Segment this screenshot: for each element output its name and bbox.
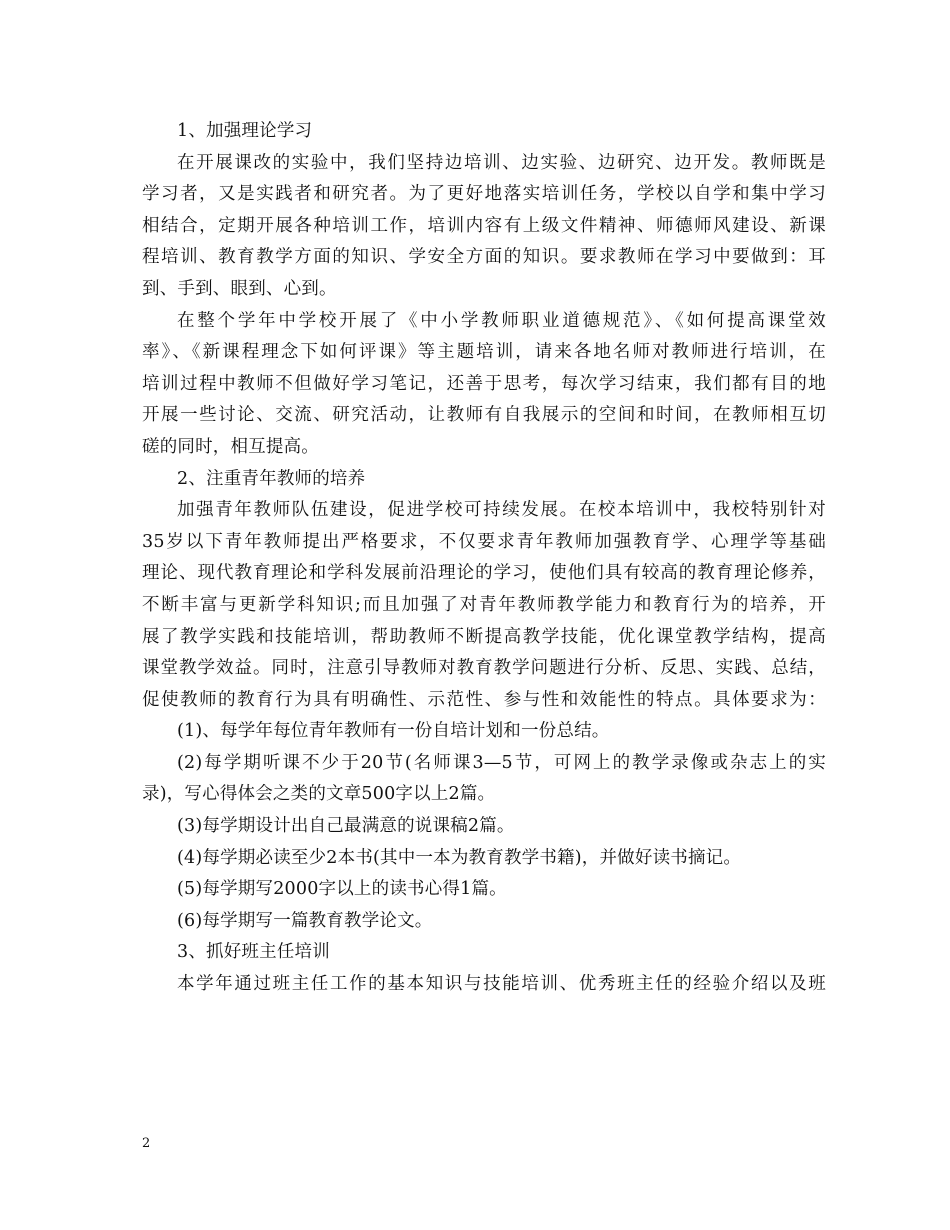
text-line: 35岁以下青年教师提出严格要求，不仅要求青年教师加强教育学、心理学等基础 [142,531,826,552]
text-line: 促使教师的教育行为具有明确性、示范性、参与性和效能性的特点。具体要求为： [142,689,826,710]
text-line: 课堂教学效益。同时，注意引导教师对教育教学问题进行分析、反思、实践、总结， [142,658,826,679]
text-line: 磋的同时，相互提高。 [142,436,319,457]
text-line: 录)，写心得体会之类的文章500字以上2篇。 [142,784,496,805]
text-line: (5)每学期写2000字以上的读书心得1篇。 [177,879,507,900]
text-line: 本学年通过班主任工作的基本知识与技能培训、优秀班主任的经验介绍以及班 [177,974,826,995]
text-line: (3)每学期设计出自己最满意的说课稿2篇。 [177,816,515,837]
text-line: (4)每学期必读至少2本书(其中一本为教育教学书籍)，并做好读书摘记。 [177,847,742,868]
text-line: 程培训、教育教学方面的知识、学安全方面的知识。要求教师在学习中要做到：耳 [142,247,826,268]
text-line: 理论、现代教育理论和学科发展前沿理论的学习，使他们具有较高的教育理论修养， [142,563,826,584]
text-line: 在开展课改的实验中，我们坚持边培训、边实验、边研究、边开发。教师既是 [177,152,826,173]
text-line: 相结合，定期开展各种培训工作，培训内容有上级文件精神、师德师风建设、新课 [142,215,826,236]
page-number: 2 [142,1136,151,1151]
text-line: (6)每学期写一篇教育教学论文。 [177,910,433,931]
text-line: 学习者，又是实践者和研究者。为了更好地落实培训任务，学校以自学和集中学习 [142,184,826,205]
text-line: 率》、《新课程理念下如何评课》等主题培训，请来各地名师对教师进行培训，在 [142,342,826,363]
text-line: 到、手到、眼到、心到。 [142,278,337,299]
text-line: 2、注重青年教师的培养 [177,468,366,489]
text-line: 不断丰富与更新学科知识;而且加强了对青年教师教学能力和教育行为的培养，开 [142,594,826,615]
text-line: 开展一些讨论、交流、研究活动，让教师有自我展示的空间和时间，在教师相互切 [142,405,826,426]
text-line: 1、加强理论学习 [177,121,313,141]
text-line: (1)、每学年每位青年教师有一份自培计划和一份总结。 [177,721,610,742]
text-line: 培训过程中教师不但做好学习笔记，还善于思考，每次学习结束，我们都有目的地 [142,373,826,394]
text-line: 在整个学年中学校开展了《中小学教师职业道德规范》、《如何提高课堂效 [177,310,826,331]
text-line: 3、抓好班主任培训 [177,942,330,963]
document-body [142,116,826,1001]
text-line: 加强青年教师队伍建设，促进学校可持续发展。在校本培训中，我校特别针对 [177,500,826,521]
text-line: 展了教学实践和技能培训，帮助教师不断提高教学技能，优化课堂教学结构，提高 [142,626,826,647]
text-line: (2)每学期听课不少于20节(名师课3—5节，可网上的教学录像或杂志上的实 [177,752,826,773]
